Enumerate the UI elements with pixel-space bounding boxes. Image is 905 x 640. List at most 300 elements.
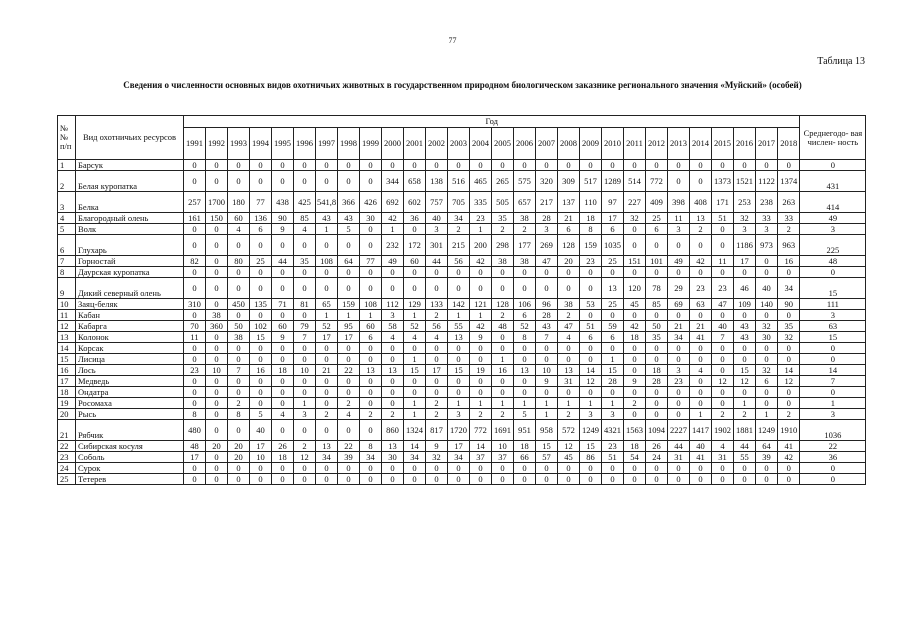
year-value: 0 — [514, 278, 536, 299]
year-value: 41 — [690, 332, 712, 343]
year-value: 1 — [404, 354, 426, 365]
table-row — [58, 387, 866, 398]
year-value: 0 — [316, 278, 338, 299]
year-value: 0 — [228, 160, 250, 171]
species-name: Белка — [76, 192, 184, 213]
year-value: 973 — [756, 235, 778, 256]
year-value: 0 — [668, 235, 690, 256]
year-value: 0 — [580, 267, 602, 278]
year-value: 0 — [426, 343, 448, 354]
year-value: 90 — [272, 213, 294, 224]
year-value: 0 — [624, 235, 646, 256]
header-year: 2001 — [404, 128, 426, 160]
year-value: 1720 — [448, 420, 470, 441]
year-value: 3 — [426, 224, 448, 235]
year-value: 1 — [536, 409, 558, 420]
year-value: 0 — [580, 474, 602, 485]
year-value: 28 — [602, 376, 624, 387]
year-value: 0 — [184, 310, 206, 321]
year-value: 10 — [536, 365, 558, 376]
year-value: 51 — [712, 213, 734, 224]
year-value: 1910 — [778, 420, 800, 441]
year-value: 0 — [734, 354, 756, 365]
year-value: 64 — [756, 441, 778, 452]
year-value: 0 — [646, 235, 668, 256]
year-value: 1 — [558, 398, 580, 409]
year-value: 0 — [338, 160, 360, 171]
year-value: 106 — [514, 299, 536, 310]
year-value: 0 — [624, 354, 646, 365]
header-year: 2015 — [712, 128, 734, 160]
year-value: 37 — [492, 452, 514, 463]
year-value: 0 — [250, 387, 272, 398]
year-value: 0 — [360, 224, 382, 235]
year-value: 0 — [756, 398, 778, 409]
year-value: 23 — [602, 441, 624, 452]
year-value: 1 — [316, 224, 338, 235]
year-value: 0 — [272, 278, 294, 299]
year-value: 658 — [404, 171, 426, 192]
year-value: 77 — [250, 192, 272, 213]
year-value: 0 — [624, 310, 646, 321]
year-value: 13 — [382, 441, 404, 452]
table-body — [58, 160, 866, 485]
year-value: 301 — [426, 235, 448, 256]
year-value: 7 — [294, 332, 316, 343]
year-value: 38 — [514, 256, 536, 267]
year-value: 3 — [536, 224, 558, 235]
year-value: 2 — [514, 224, 536, 235]
year-value: 0 — [426, 376, 448, 387]
row-number: 7 — [58, 256, 76, 267]
year-value: 80 — [228, 256, 250, 267]
year-value: 0 — [668, 463, 690, 474]
year-value: 0 — [184, 278, 206, 299]
year-value: 17 — [602, 213, 624, 224]
year-value: 0 — [228, 354, 250, 365]
year-value: 2 — [558, 409, 580, 420]
year-value: 0 — [756, 387, 778, 398]
year-value: 0 — [624, 160, 646, 171]
year-value: 0 — [360, 343, 382, 354]
year-value: 4 — [558, 332, 580, 343]
year-value: 10 — [492, 441, 514, 452]
year-value: 2 — [778, 224, 800, 235]
table-caption: Таблица 13 — [817, 56, 865, 67]
year-value: 0 — [624, 474, 646, 485]
year-value: 0 — [712, 267, 734, 278]
year-value: 51 — [580, 321, 602, 332]
year-value: 0 — [338, 354, 360, 365]
year-value: 65 — [316, 299, 338, 310]
year-value: 298 — [492, 235, 514, 256]
year-value: 0 — [690, 160, 712, 171]
year-value: 0 — [184, 474, 206, 485]
year-value: 0 — [778, 354, 800, 365]
year-value: 0 — [272, 354, 294, 365]
table-row — [58, 354, 866, 365]
average-value: 0 — [800, 474, 866, 485]
year-value: 1902 — [712, 420, 734, 441]
year-value: 159 — [580, 235, 602, 256]
year-value: 47 — [536, 256, 558, 267]
year-value: 15 — [250, 332, 272, 343]
year-value: 42 — [690, 256, 712, 267]
year-value: 0 — [536, 474, 558, 485]
year-value: 951 — [514, 420, 536, 441]
year-value: 1700 — [206, 192, 228, 213]
average-value: 15 — [800, 278, 866, 299]
year-value: 0 — [294, 235, 316, 256]
year-value: 0 — [228, 171, 250, 192]
year-value: 0 — [360, 463, 382, 474]
year-value: 31 — [712, 452, 734, 463]
header-year: 2010 — [602, 128, 624, 160]
year-value: 0 — [448, 354, 470, 365]
year-value: 58 — [382, 321, 404, 332]
year-value: 480 — [184, 420, 206, 441]
year-value: 0 — [514, 343, 536, 354]
year-value: 9 — [272, 332, 294, 343]
year-value: 0 — [514, 387, 536, 398]
year-value: 0 — [668, 398, 690, 409]
year-value: 2 — [426, 409, 448, 420]
year-value: 32 — [756, 365, 778, 376]
year-value: 0 — [712, 354, 734, 365]
year-value: 958 — [536, 420, 558, 441]
year-value: 18 — [624, 441, 646, 452]
year-value: 56 — [426, 321, 448, 332]
table-row — [58, 343, 866, 354]
year-value: 0 — [646, 463, 668, 474]
year-value: 0 — [272, 160, 294, 171]
year-value: 16 — [492, 365, 514, 376]
year-value: 47 — [712, 299, 734, 310]
year-value: 12 — [734, 376, 756, 387]
row-number: 17 — [58, 376, 76, 387]
year-value: 0 — [778, 474, 800, 485]
table-row — [58, 171, 866, 192]
year-value: 0 — [404, 474, 426, 485]
year-value: 0 — [778, 463, 800, 474]
year-value: 15 — [602, 365, 624, 376]
year-value: 38 — [206, 310, 228, 321]
year-value: 32 — [778, 332, 800, 343]
year-value: 1521 — [734, 171, 756, 192]
row-number: 22 — [58, 441, 76, 452]
year-value: 0 — [492, 387, 514, 398]
header-year: 1997 — [316, 128, 338, 160]
year-value: 0 — [184, 224, 206, 235]
year-value: 71 — [272, 299, 294, 310]
year-value: 6 — [602, 224, 624, 235]
species-name: Благородный олень — [76, 213, 184, 224]
year-value: 0 — [734, 343, 756, 354]
header-year: 2000 — [382, 128, 404, 160]
year-value: 0 — [316, 235, 338, 256]
year-value: 0 — [228, 387, 250, 398]
year-value: 0 — [602, 343, 624, 354]
year-value: 227 — [624, 192, 646, 213]
species-name: Глухарь — [76, 235, 184, 256]
year-value: 46 — [734, 278, 756, 299]
year-value: 54 — [624, 452, 646, 463]
year-value: 0 — [382, 398, 404, 409]
year-value: 23 — [712, 278, 734, 299]
year-value: 142 — [448, 299, 470, 310]
year-value: 2 — [228, 398, 250, 409]
year-value: 33 — [778, 213, 800, 224]
year-value: 0 — [184, 343, 206, 354]
year-value: 60 — [272, 321, 294, 332]
year-value: 575 — [514, 171, 536, 192]
header-year: 2002 — [426, 128, 448, 160]
year-value: 4 — [690, 365, 712, 376]
year-value: 0 — [338, 463, 360, 474]
year-value: 22 — [338, 441, 360, 452]
year-value: 0 — [712, 235, 734, 256]
year-value: 9 — [426, 441, 448, 452]
year-value: 0 — [228, 310, 250, 321]
year-value: 7 — [536, 332, 558, 343]
year-value: 14 — [470, 441, 492, 452]
year-value: 1 — [404, 409, 426, 420]
average-value: 431 — [800, 171, 866, 192]
year-value: 34 — [668, 332, 690, 343]
year-value: 0 — [294, 463, 316, 474]
year-value: 0 — [624, 267, 646, 278]
year-value: 0 — [426, 267, 448, 278]
year-value: 0 — [360, 398, 382, 409]
year-value: 0 — [228, 463, 250, 474]
year-value: 0 — [184, 267, 206, 278]
year-value: 159 — [338, 299, 360, 310]
year-value: 309 — [558, 171, 580, 192]
year-value: 6 — [514, 310, 536, 321]
year-value: 0 — [316, 354, 338, 365]
year-value: 0 — [580, 343, 602, 354]
year-value: 0 — [778, 160, 800, 171]
year-value: 0 — [426, 474, 448, 485]
year-value: 28 — [646, 376, 668, 387]
year-value: 9 — [470, 332, 492, 343]
year-value: 17 — [448, 441, 470, 452]
year-value: 1249 — [580, 420, 602, 441]
year-value: 0 — [294, 160, 316, 171]
year-value: 0 — [778, 398, 800, 409]
year-value: 133 — [426, 299, 448, 310]
year-value: 0 — [228, 235, 250, 256]
year-value: 0 — [646, 474, 668, 485]
year-value: 0 — [404, 343, 426, 354]
year-value: 2 — [734, 409, 756, 420]
header-species: Вид охотничьих ресурсов — [76, 116, 184, 160]
year-value: 2 — [712, 409, 734, 420]
year-value: 2 — [382, 409, 404, 420]
year-value: 52 — [514, 321, 536, 332]
year-value: 10 — [294, 365, 316, 376]
year-value: 0 — [470, 160, 492, 171]
year-value: 1 — [470, 398, 492, 409]
year-value: 13 — [602, 278, 624, 299]
year-value: 0 — [624, 387, 646, 398]
year-value: 1 — [404, 310, 426, 321]
year-value: 0 — [206, 376, 228, 387]
year-value: 43 — [316, 213, 338, 224]
year-value: 0 — [206, 299, 228, 310]
year-value: 0 — [558, 474, 580, 485]
year-value: 0 — [338, 420, 360, 441]
year-value: 0 — [448, 463, 470, 474]
year-value: 9 — [272, 224, 294, 235]
year-value: 25 — [602, 299, 624, 310]
year-value: 9 — [624, 376, 646, 387]
year-value: 1035 — [602, 235, 624, 256]
year-value: 0 — [272, 343, 294, 354]
year-value: 0 — [206, 160, 228, 171]
year-value: 0 — [206, 278, 228, 299]
row-number: 18 — [58, 387, 76, 398]
table-row — [58, 332, 866, 343]
year-value: 0 — [734, 387, 756, 398]
year-value: 32 — [624, 213, 646, 224]
year-value: 11 — [668, 213, 690, 224]
year-value: 1 — [316, 310, 338, 321]
year-value: 0 — [316, 267, 338, 278]
year-value: 6 — [756, 376, 778, 387]
year-value: 4 — [338, 409, 360, 420]
year-value: 18 — [624, 332, 646, 343]
year-value: 0 — [624, 224, 646, 235]
year-value: 45 — [624, 299, 646, 310]
average-value: 0 — [800, 343, 866, 354]
year-value: 426 — [360, 192, 382, 213]
row-number: 12 — [58, 321, 76, 332]
year-value: 0 — [602, 474, 624, 485]
year-value: 2 — [426, 310, 448, 321]
year-value: 0 — [536, 387, 558, 398]
year-value: 0 — [514, 267, 536, 278]
table-header — [58, 116, 866, 160]
year-value: 2 — [360, 409, 382, 420]
year-value: 0 — [646, 267, 668, 278]
header-year: 1999 — [360, 128, 382, 160]
year-value: 0 — [536, 267, 558, 278]
year-value: 59 — [602, 321, 624, 332]
year-value: 63 — [690, 299, 712, 310]
year-value: 12 — [712, 376, 734, 387]
year-value: 17 — [734, 256, 756, 267]
header-year: 1991 — [184, 128, 206, 160]
year-value: 0 — [184, 398, 206, 409]
year-value: 0 — [602, 463, 624, 474]
year-value: 1 — [470, 310, 492, 321]
year-value: 0 — [756, 310, 778, 321]
row-number: 3 — [58, 192, 76, 213]
header-year: 1994 — [250, 128, 272, 160]
average-value: 7 — [800, 376, 866, 387]
species-name: Барсук — [76, 160, 184, 171]
year-value: 1374 — [778, 171, 800, 192]
year-value: 0 — [250, 354, 272, 365]
year-value: 0 — [646, 343, 668, 354]
year-value: 0 — [734, 463, 756, 474]
year-value: 39 — [338, 452, 360, 463]
table-row — [58, 398, 866, 409]
year-value: 45 — [558, 452, 580, 463]
year-value: 0 — [250, 160, 272, 171]
year-value: 0 — [690, 171, 712, 192]
year-value: 265 — [492, 171, 514, 192]
year-value: 0 — [404, 387, 426, 398]
year-value: 0 — [184, 354, 206, 365]
year-value: 0 — [316, 463, 338, 474]
year-value: 0 — [184, 235, 206, 256]
year-value: 1249 — [756, 420, 778, 441]
year-value: 129 — [404, 299, 426, 310]
year-value: 0 — [558, 463, 580, 474]
average-value: 1036 — [800, 420, 866, 441]
year-value: 0 — [250, 171, 272, 192]
row-number: 13 — [58, 332, 76, 343]
year-value: 10 — [250, 452, 272, 463]
year-value: 0 — [382, 463, 404, 474]
year-value: 34 — [448, 213, 470, 224]
year-value: 28 — [536, 213, 558, 224]
year-value: 0 — [426, 463, 448, 474]
year-value: 38 — [558, 299, 580, 310]
year-value: 2 — [558, 310, 580, 321]
average-value: 111 — [800, 299, 866, 310]
year-value: 0 — [514, 376, 536, 387]
year-value: 6 — [602, 332, 624, 343]
year-value: 0 — [690, 267, 712, 278]
year-value: 82 — [184, 256, 206, 267]
year-value: 366 — [338, 192, 360, 213]
year-value: 1 — [382, 224, 404, 235]
year-value: 47 — [558, 321, 580, 332]
year-value: 11 — [184, 332, 206, 343]
year-value: 1881 — [734, 420, 756, 441]
year-value: 85 — [646, 299, 668, 310]
year-value: 15 — [734, 365, 756, 376]
year-value: 0 — [316, 474, 338, 485]
year-value: 963 — [778, 235, 800, 256]
species-name: Ондатра — [76, 387, 184, 398]
year-value: 0 — [646, 160, 668, 171]
year-value: 0 — [250, 474, 272, 485]
year-value: 4 — [382, 332, 404, 343]
year-value: 450 — [228, 299, 250, 310]
year-value: 14 — [778, 365, 800, 376]
year-value: 18 — [272, 452, 294, 463]
year-value: 0 — [250, 235, 272, 256]
year-value: 465 — [470, 171, 492, 192]
year-value: 2 — [492, 224, 514, 235]
year-value: 0 — [646, 409, 668, 420]
year-value: 0 — [294, 376, 316, 387]
year-value: 514 — [624, 171, 646, 192]
year-value: 757 — [426, 192, 448, 213]
year-value: 0 — [712, 463, 734, 474]
header-year: 2018 — [778, 128, 800, 160]
year-value: 13 — [316, 441, 338, 452]
year-value: 0 — [756, 160, 778, 171]
table-row — [58, 474, 866, 485]
year-value: 40 — [756, 278, 778, 299]
year-value: 0 — [316, 387, 338, 398]
year-value: 5 — [338, 224, 360, 235]
